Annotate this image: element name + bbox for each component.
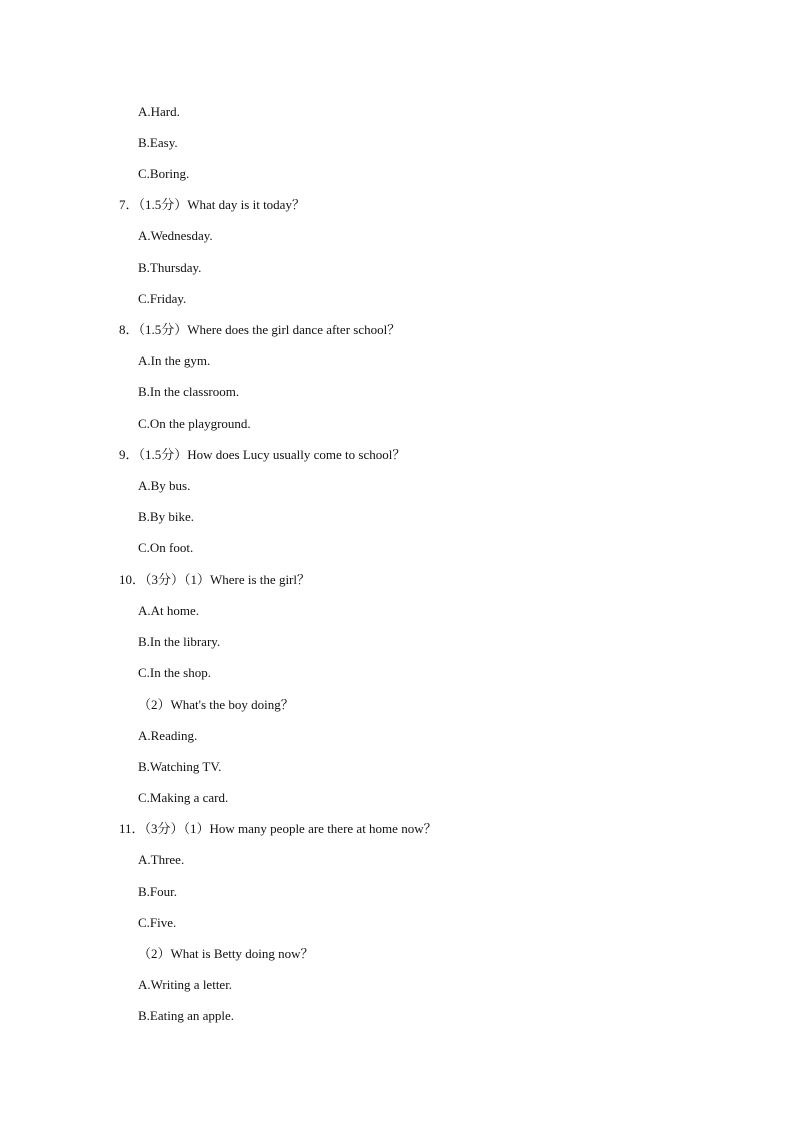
q9-option-b: B.By bike. (138, 509, 194, 524)
question-10: 10．（3分）（1）Where is the girl？ (119, 572, 310, 587)
option-b-easy: B.Easy. (138, 135, 178, 150)
q7-option-a: A.Wednesday. (138, 228, 213, 243)
q10-1-option-c: C.In the shop. (138, 665, 211, 680)
q10-2-option-b: B.Watching TV. (138, 759, 222, 774)
question-11-part-2: （2）What is Betty doing now？ (138, 946, 314, 961)
q8-option-b: B.In the classroom. (138, 384, 240, 399)
q11-2-option-b: B.Eating an apple. (138, 1008, 235, 1023)
q10-2-option-c: C.Making a card. (138, 790, 229, 805)
option-c-boring: C.Boring. (138, 166, 190, 181)
q9-option-c: C.On foot. (138, 540, 194, 555)
q10-2-option-a: A.Reading. (138, 728, 198, 743)
q10-1-option-b: B.In the library. (138, 634, 221, 649)
q8-option-c: C.On the playground. (138, 416, 251, 431)
question-7: 7．（1.5分）What day is it today？ (119, 197, 305, 212)
question-10-part-2: （2）What's the boy doing？ (138, 697, 294, 712)
q11-1-option-b: B.Four. (138, 884, 178, 899)
q11-1-option-a: A.Three. (138, 852, 185, 867)
q7-option-c: C.Friday. (138, 291, 187, 306)
option-a-hard: A.Hard. (138, 104, 180, 119)
q9-option-a: A.By bus. (138, 478, 191, 493)
question-11: 11．（3分）（1）How many people are there at home now？ (119, 821, 437, 836)
q10-1-option-a: A.At home. (138, 603, 200, 618)
q7-option-b: B.Thursday. (138, 260, 202, 275)
q11-2-option-a: A.Writing a letter. (138, 977, 233, 992)
question-9: 9．（1.5分）How does Lucy usually come to school？ (119, 447, 406, 462)
question-8: 8．（1.5分）Where does the girl dance after school？ (119, 322, 401, 337)
q8-option-a: A.In the gym. (138, 353, 211, 368)
q11-1-option-c: C.Five. (138, 915, 177, 930)
